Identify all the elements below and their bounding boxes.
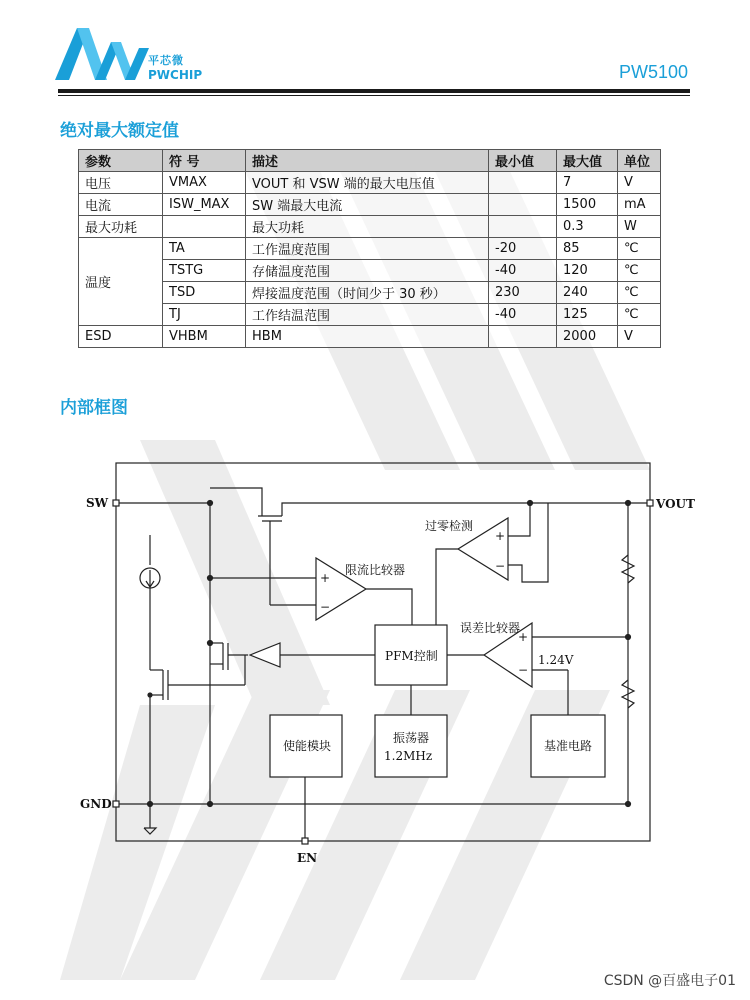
cell-max: 85	[557, 238, 618, 260]
cell-symbol: VHBM	[163, 326, 246, 348]
cell-min: -40	[489, 304, 557, 326]
oscillator-block	[375, 715, 447, 777]
cell-unit: ℃	[618, 260, 661, 282]
cell-symbol: TA	[163, 238, 246, 260]
cell-max: 0.3	[557, 216, 618, 238]
label-oscillator: 振荡器	[393, 731, 430, 745]
cell-unit: mA	[618, 194, 661, 216]
label-pfm: PFM控制	[385, 649, 438, 663]
col-header-min: 最小值	[489, 150, 557, 172]
cell-unit: V	[618, 172, 661, 194]
csdn-watermark: CSDN @百盛电子01	[603, 973, 736, 989]
cell-desc: VOUT 和 VSW 端的最大电压值	[246, 172, 489, 194]
cell-desc: 焊接温度范围（时间少于 30 秒）	[246, 282, 489, 304]
cell-unit: W	[618, 216, 661, 238]
cell-symbol: TJ	[163, 304, 246, 326]
cell-param: ESD	[79, 326, 163, 348]
minus-sign: −	[495, 559, 506, 573]
cell-max: 7	[557, 172, 618, 194]
cell-param: 电流	[79, 194, 163, 216]
col-header-max: 最大值	[557, 150, 618, 172]
label-current-limit: 限流比较器	[345, 563, 406, 577]
cell-desc: HBM	[246, 326, 489, 348]
brand-name-en: PWCHIP	[148, 68, 203, 82]
pin-vout-pad	[647, 500, 653, 506]
cell-symbol: VMAX	[163, 172, 246, 194]
cell-max: 125	[557, 304, 618, 326]
brand-name-cn: 平芯微	[148, 54, 184, 67]
plus-sign: +	[495, 529, 506, 543]
cell-unit: ℃	[618, 304, 661, 326]
section-title-block-diagram: 内部框图	[60, 398, 128, 418]
cell-unit: ℃	[618, 238, 661, 260]
label-error-amp: 误差比较器	[460, 621, 521, 635]
minus-sign: −	[320, 600, 331, 614]
cell-symbol: TSD	[163, 282, 246, 304]
label-zero-cross: 过零检测	[425, 519, 474, 533]
pin-en-pad	[302, 838, 308, 844]
cell-param: 电压	[79, 172, 163, 194]
label-enable-module: 使能模块	[283, 739, 332, 753]
cell-desc: SW 端最大电流	[246, 194, 489, 216]
pin-label-sw: SW	[86, 496, 109, 510]
cell-desc: 工作温度范围	[246, 238, 489, 260]
cell-param-merged: 温度	[79, 238, 163, 326]
cell-unit: V	[618, 326, 661, 348]
plus-sign: +	[320, 571, 331, 585]
plus-sign: +	[518, 630, 529, 644]
col-header-unit: 单位	[618, 150, 661, 172]
cell-max: 240	[557, 282, 618, 304]
cell-param: 最大功耗	[79, 216, 163, 238]
pin-sw-pad	[113, 500, 119, 506]
cell-min: 230	[489, 282, 557, 304]
pin-label-en: EN	[297, 851, 318, 865]
label-reference: 基准电路	[544, 739, 593, 753]
col-header-param: 参数	[79, 150, 163, 172]
label-vref: 1.24V	[538, 653, 574, 667]
cell-desc: 工作结温范围	[246, 304, 489, 326]
cell-unit: ℃	[618, 282, 661, 304]
pin-label-gnd: GND	[80, 797, 112, 811]
pin-gnd-pad	[113, 801, 119, 807]
cell-desc: 最大功耗	[246, 216, 489, 238]
cell-min: -20	[489, 238, 557, 260]
cell-symbol: TSTG	[163, 260, 246, 282]
col-header-desc: 描述	[246, 150, 489, 172]
cell-desc: 存储温度范围	[246, 260, 489, 282]
minus-sign: −	[518, 663, 529, 677]
cell-max: 1500	[557, 194, 618, 216]
cell-max: 120	[557, 260, 618, 282]
cell-max: 2000	[557, 326, 618, 348]
cell-symbol: ISW_MAX	[163, 194, 246, 216]
cell-min: -40	[489, 260, 557, 282]
section-title-ratings: 绝对最大额定值	[60, 121, 179, 141]
pin-label-vout: VOUT	[656, 497, 695, 511]
part-number: PW5100	[618, 62, 688, 82]
label-oscillator-freq: 1.2MHz	[384, 749, 433, 763]
col-header-symbol: 符 号	[163, 150, 246, 172]
